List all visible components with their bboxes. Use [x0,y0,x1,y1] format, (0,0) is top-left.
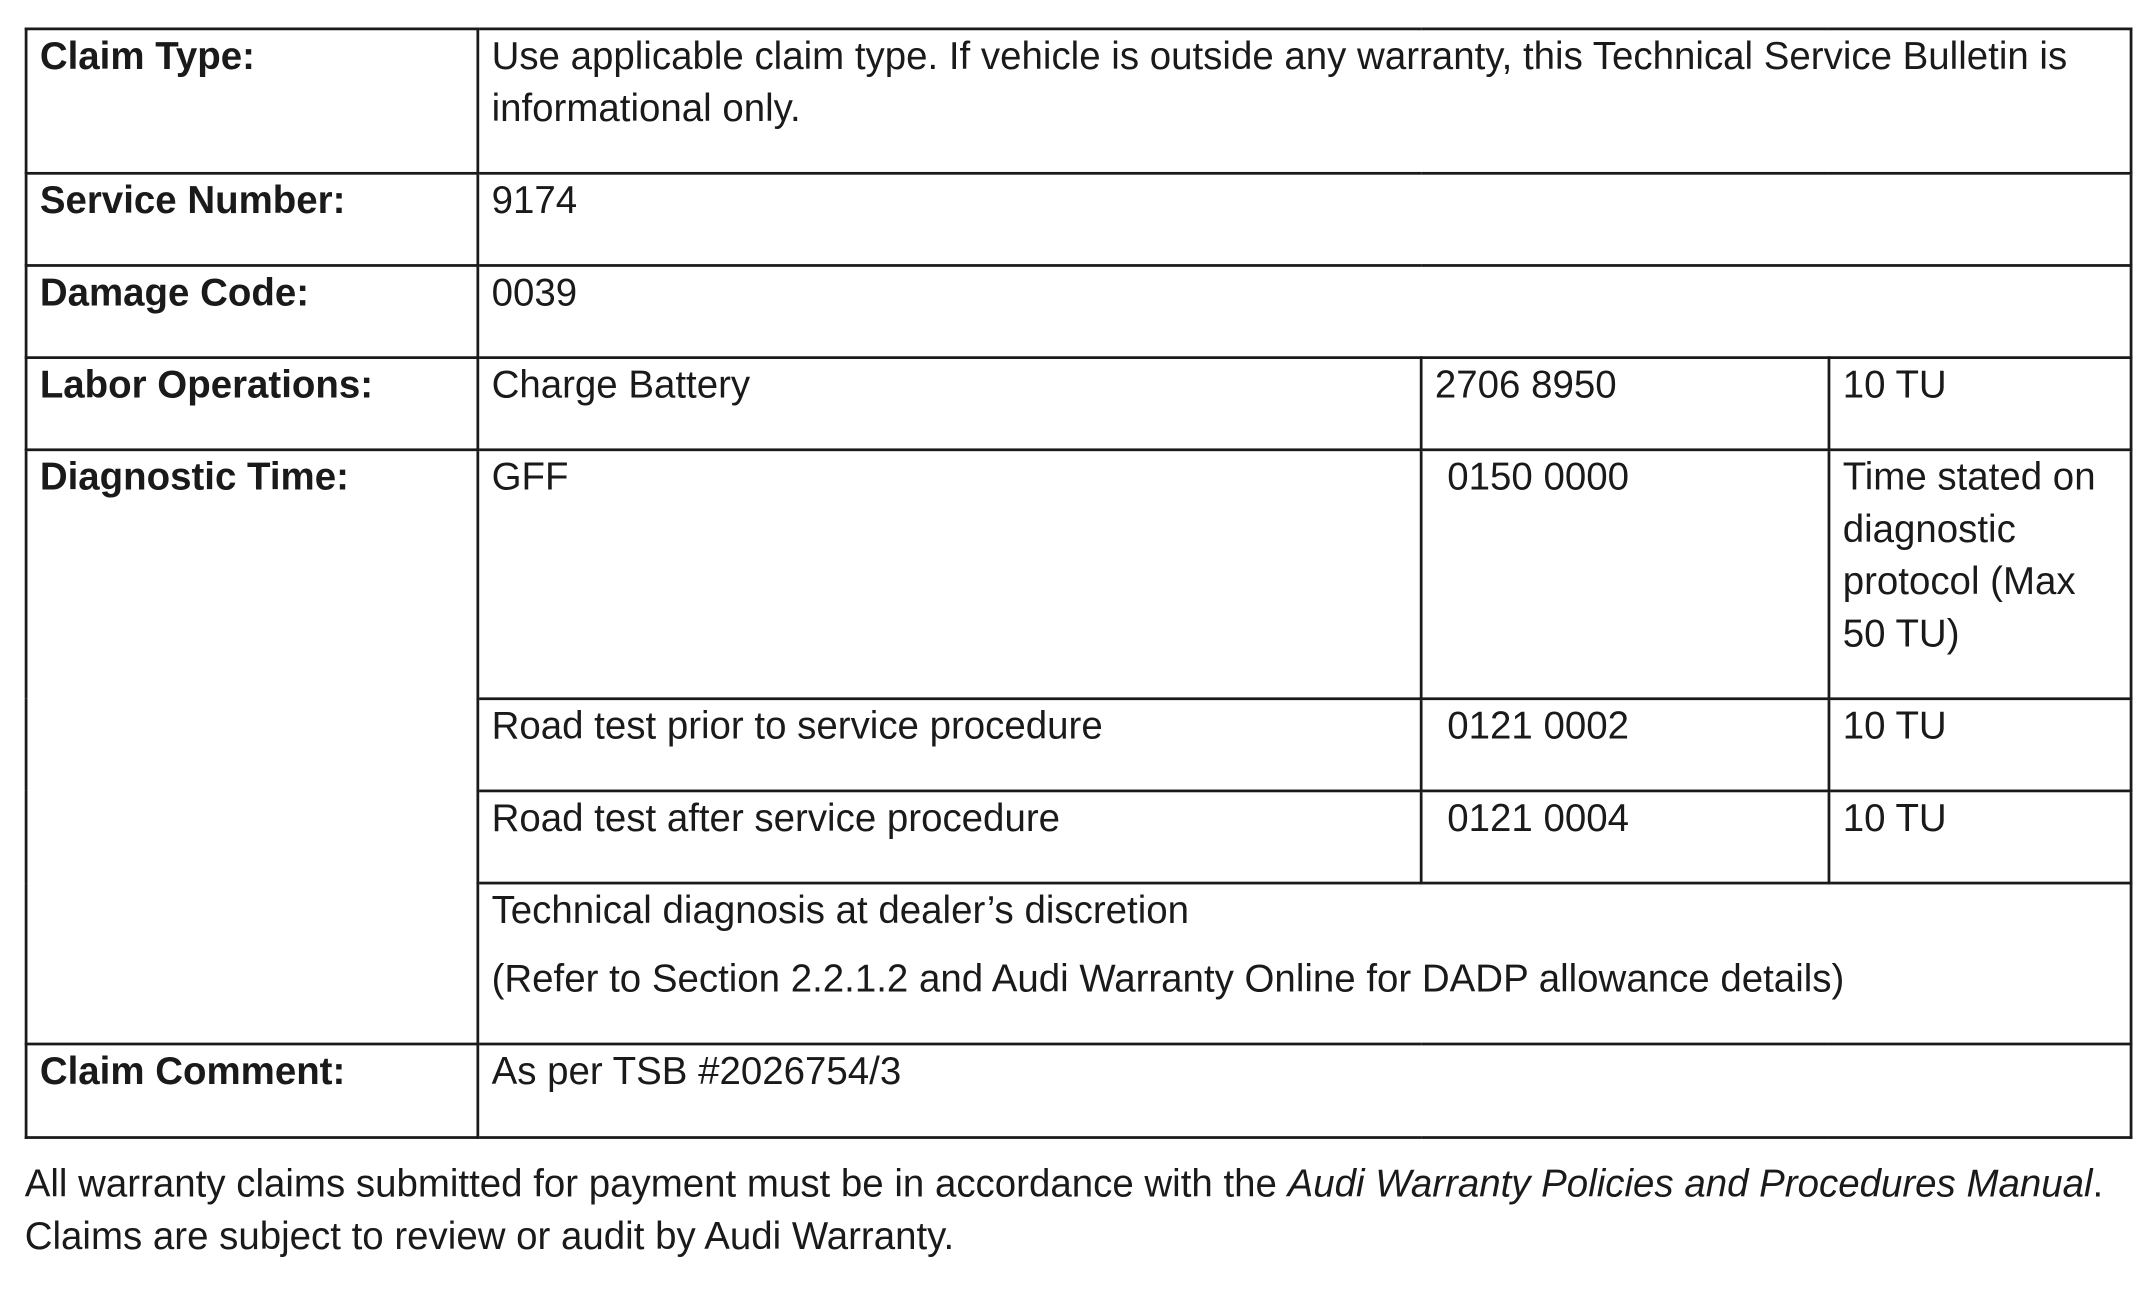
service-number-label: Service Number: [26,173,478,265]
damage-code-label: Damage Code: [26,265,478,357]
claim-type-label: Claim Type: [26,29,478,173]
diagnostic-description: Road test prior to service procedure [478,699,1421,791]
diagnostic-row-gff [26,450,2131,699]
claim-type-row [26,29,2131,173]
diagnostic-time-label: Diagnostic Time: [26,450,478,1044]
damage-code-row [26,265,2131,357]
technical-diagnosis-note [478,883,2131,1044]
diagnostic-time-value: 10 TU [1829,791,2131,883]
claim-type-value: Use applicable claim type. If vehicle is outside any warranty, this Technical Service Bulletin is informational only. [478,29,2131,173]
claim-comment-value: As per TSB #2026754/3 [478,1044,2131,1138]
diagnostic-code: 0121 0004 [1421,791,1829,883]
footer-text-before: All warranty claims submitted for payment must be in accordance with the [24,1162,1288,1205]
footer-text-after: . Claims are subject to review or audit by Audi Warranty. [24,1162,2104,1258]
technical-diagnosis-line: Technical diagnosis at dealer’s discretion [491,888,1190,932]
warranty-claim-table [25,28,2133,1139]
diagnostic-time-value: Time stated on diagnostic protocol (Max 50 TU) [1829,450,2131,699]
dadp-reference-line: (Refer to Section 2.2.1.2 and Audi Warranty Online for DADP allowance details) [491,957,1845,1000]
diagnostic-code: 0150 0000 [1421,450,1829,699]
diagnostic-description: GFF [478,450,1421,699]
diagnostic-code: 0121 0002 [1421,699,1829,791]
claim-comment-row [26,1044,2131,1138]
service-number-row [26,173,2131,265]
labor-operations-label: Labor Operations: [26,358,478,450]
labor-operations-row [26,358,2131,450]
warranty-footer-note [25,1158,2130,1263]
damage-code-value: 0039 [478,265,2131,357]
labor-operation-time: 10 TU [1829,358,2131,450]
labor-operation-description: Charge Battery [478,358,1421,450]
labor-operation-code: 2706 8950 [1421,358,1829,450]
diagnostic-time-value: 10 TU [1829,699,2131,791]
diagnostic-description: Road test after service procedure [478,791,1421,883]
manual-title: Audi Warranty Policies and Procedures Manual [1287,1162,2093,1205]
claim-comment-label: Claim Comment: [26,1044,478,1138]
service-number-value: 9174 [478,173,2131,265]
